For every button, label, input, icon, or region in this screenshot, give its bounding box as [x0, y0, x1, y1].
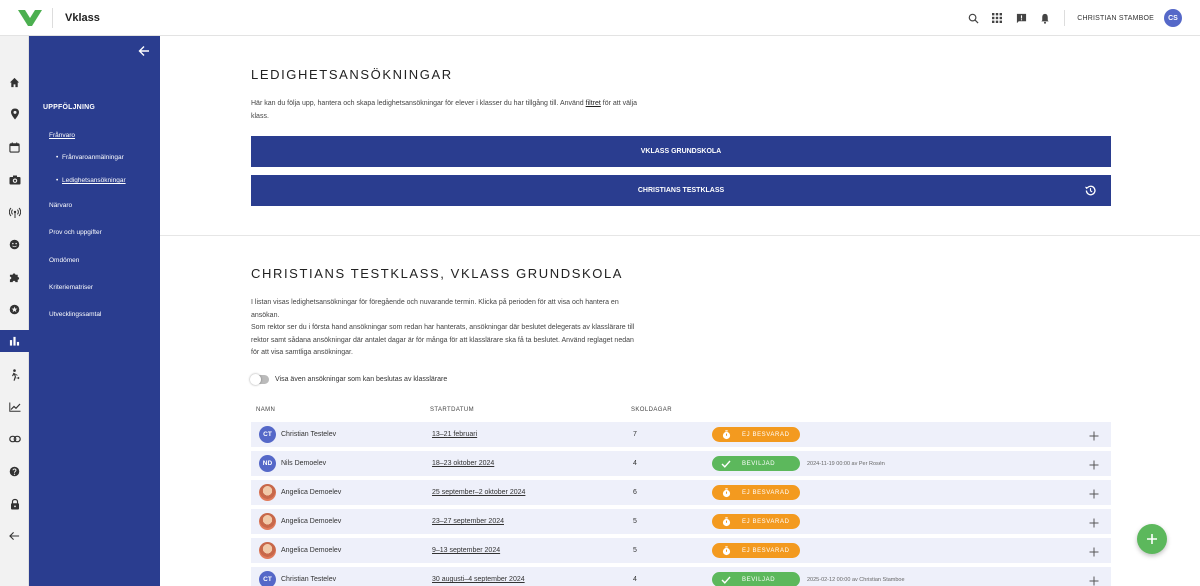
class-description-line: för att visa samtliga ansökningar. [251, 349, 353, 356]
table-row[interactable] [251, 509, 1111, 534]
school-days: 4 [633, 460, 637, 467]
show-all-toggle-row [251, 375, 447, 384]
stopwatch-icon [721, 430, 731, 440]
check-icon [721, 459, 731, 469]
nav-item-utvecklingssamtal[interactable]: Utvecklingssamtal [49, 311, 102, 318]
table-row[interactable] [251, 480, 1111, 505]
logo-divider [52, 8, 53, 28]
period-link[interactable]: 25 september–2 oktober 2024 [432, 489, 526, 496]
collapse-nav-arrow-icon[interactable] [138, 44, 152, 58]
student-avatar-photo [259, 542, 276, 559]
star-badge-icon[interactable] [0, 298, 29, 320]
table-row[interactable] [251, 451, 1111, 476]
nav-item-narvaro[interactable]: Närvaro [49, 202, 73, 209]
student-name: Nils Demoelev [281, 460, 327, 467]
expand-plus-icon[interactable] [1089, 573, 1101, 585]
nav-item-omdomen[interactable]: Omdömen [49, 257, 80, 264]
status-label: EJ BESVARAD [742, 489, 790, 496]
nav-item-franvaroanmalningar[interactable]: • Frånvaroanmälningar [56, 154, 124, 161]
student-name: Angelica Demoelev [281, 547, 342, 554]
school-days: 6 [633, 489, 637, 496]
period-link[interactable]: 18–23 oktober 2024 [432, 460, 495, 467]
search-icon[interactable] [966, 11, 980, 25]
navigation-panel [29, 36, 160, 586]
broadcast-icon[interactable] [0, 201, 29, 223]
student-name: Angelica Demoelev [281, 518, 342, 525]
user-avatar[interactable]: CS [1164, 9, 1182, 27]
vklass-logo-icon[interactable] [12, 0, 48, 36]
class-description [251, 297, 721, 360]
table-row[interactable] [251, 538, 1111, 563]
status-label: EJ BESVARAD [742, 547, 790, 554]
arrow-back-icon[interactable] [0, 525, 29, 547]
check-icon [721, 575, 731, 585]
description-text: Här kan du följa upp, hantera och skapa ledighetsansökningar för elever i klasser du har tillgång till. Använd [251, 100, 586, 107]
decision-meta: 2024-11-19 00:00 av Per Rosén [807, 460, 885, 467]
stopwatch-icon [721, 546, 731, 556]
show-all-toggle[interactable] [251, 375, 269, 384]
walk-icon[interactable] [0, 364, 29, 386]
decision-meta: 2025-02-12 00:00 av Christian Stamboe [807, 576, 905, 583]
nav-section-heading: UPPFÖLJNING [43, 104, 95, 111]
feedback-icon[interactable] [1014, 11, 1028, 25]
column-header-name: NAMN [256, 407, 276, 413]
period-link[interactable]: 30 augusti–4 september 2024 [432, 576, 525, 583]
add-application-button[interactable] [1137, 524, 1167, 554]
user-name[interactable]: CHRISTIAN STAMBOE [1077, 14, 1154, 22]
class-description-line: I listan visas ledighetsansökningar för föregående och nuvarande termin. Klicka på perioden för att visa och hantera en [251, 299, 619, 306]
school-button-label: CHRISTIANS TESTKLASS [637, 187, 725, 194]
camera-icon[interactable] [0, 169, 29, 191]
class-title: CHRISTIANS TESTKLASS, VKLASS GRUNDSKOLA [251, 266, 624, 281]
section-divider [160, 235, 1200, 236]
status-badge [712, 485, 800, 500]
nav-item-kriteriematriser[interactable]: Kriteriematriser [49, 284, 94, 291]
status-badge [712, 427, 800, 442]
lock-icon[interactable] [0, 493, 29, 515]
description-text-cont: för att välja [600, 100, 638, 107]
period-link[interactable]: 23–27 september 2024 [432, 518, 504, 525]
table-row[interactable] [251, 422, 1111, 447]
page-description [251, 98, 711, 123]
bar-chart-icon[interactable] [0, 330, 29, 352]
main-content [160, 36, 1200, 586]
link-icon[interactable] [0, 428, 29, 450]
student-name: Angelica Demoelev [281, 489, 342, 496]
student-avatar: CT [259, 571, 276, 586]
page-title: LEDIGHETSANSÖKNINGAR [251, 67, 453, 82]
help-icon[interactable] [0, 460, 29, 482]
home-icon[interactable] [0, 71, 29, 93]
column-header-startdatum: STARTDATUM [430, 407, 474, 413]
bell-icon[interactable] [1038, 11, 1052, 25]
school-button-vklass-grundskola[interactable] [251, 136, 1111, 167]
description-text-line2: klass. [251, 112, 269, 120]
school-days: 5 [633, 518, 637, 525]
period-link[interactable]: 9–13 september 2024 [432, 547, 501, 554]
status-badge [712, 572, 800, 586]
expand-plus-icon[interactable] [1089, 428, 1101, 440]
location-pin-icon[interactable] [0, 103, 29, 125]
expand-plus-icon[interactable] [1089, 544, 1101, 556]
table-row[interactable] [251, 567, 1111, 586]
expand-plus-icon[interactable] [1089, 515, 1101, 527]
school-days: 7 [633, 431, 637, 438]
period-link[interactable]: 13–21 februari [432, 431, 478, 438]
status-label: EJ BESVARAD [742, 431, 790, 438]
class-description-line: Som rektor ser du i första hand ansökningar som redan har hanterats, ansökningar där beslutet delegerats av klasslärare till [251, 324, 635, 331]
trending-icon[interactable] [0, 396, 29, 418]
student-avatar: ND [259, 455, 276, 472]
class-description-line: rektor samt sådana ansökningar där antalet dagar är för många för att klasslärare ska få ta beslutet. Använd reglaget nedan [251, 336, 634, 344]
history-icon[interactable] [1084, 184, 1097, 197]
student-name: Christian Testelev [281, 431, 337, 438]
top-actions [966, 0, 1182, 36]
school-button-christians-testklass[interactable] [251, 175, 1111, 206]
expand-plus-icon[interactable] [1089, 457, 1101, 469]
icon-rail [0, 36, 29, 586]
class-description-line: ansökan. [251, 311, 280, 319]
school-days: 5 [633, 547, 637, 554]
apps-grid-icon[interactable] [990, 11, 1004, 25]
student-avatar-photo [259, 513, 276, 530]
status-label: EJ BESVARAD [742, 518, 790, 525]
column-header-skoldagar: SKOLDAGAR [631, 407, 672, 413]
calendar-icon[interactable] [0, 136, 29, 158]
nav-item-franvaro[interactable]: Frånvaro [49, 132, 76, 139]
student-avatar: CT [259, 426, 276, 443]
nav-item-ledighetsansokningar[interactable]: • Ledighetsansökningar [56, 177, 126, 184]
puzzle-icon[interactable] [0, 266, 29, 288]
status-badge [712, 514, 800, 529]
student-avatar-photo [259, 484, 276, 501]
plus-icon [1146, 533, 1158, 545]
stopwatch-icon [721, 517, 731, 527]
brand-name: Vklass [65, 11, 100, 24]
stopwatch-icon [721, 488, 731, 498]
status-badge [712, 543, 800, 558]
filter-link[interactable]: filtret [585, 100, 601, 107]
top-divider [1064, 10, 1065, 26]
school-button-label: VKLASS GRUNDSKOLA [640, 148, 722, 155]
status-label: BEVILJAD [742, 460, 776, 467]
student-name: Christian Testelev [281, 576, 337, 583]
status-label: BEVILJAD [742, 576, 776, 583]
top-bar [0, 0, 1200, 36]
face-icon[interactable] [0, 233, 29, 255]
nav-item-prov-och-uppgifter[interactable]: Prov och uppgifter [49, 229, 102, 236]
expand-plus-icon[interactable] [1089, 486, 1101, 498]
school-days: 4 [633, 576, 637, 583]
status-badge [712, 456, 800, 471]
show-all-toggle-label: Visa även ansökningar som kan beslutas av klasslärare [275, 376, 448, 383]
